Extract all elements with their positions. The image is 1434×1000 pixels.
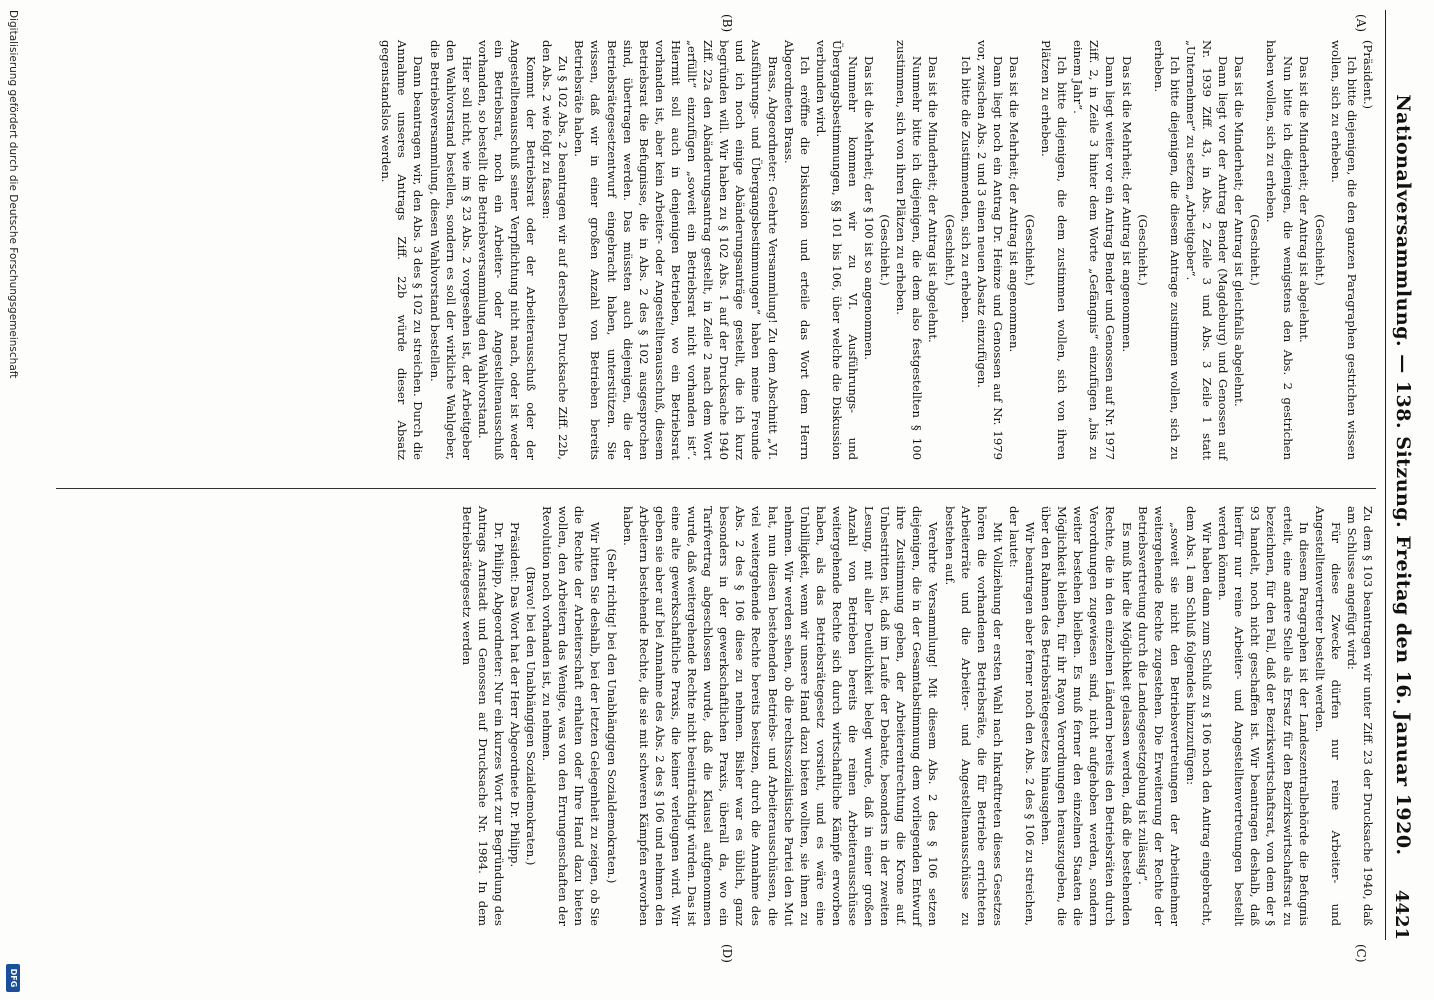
paragraph: (Geschieht.) <box>1135 214 1150 286</box>
paragraph: Es muß hier die Möglichkeit gelassen werden, daß die bestehenden Rechte, die in den einzelnen Ländern bereits den Betriebsräten durch Verordnungen zugewiesen sind, nicht aufgehoben werden, sondern weiter bestehen bleiben. Es muß ferner den einzelnen Staaten die Möglichkeit bleiben, für ihr Rayon Verordnungen herauszugeben, die über den Rahmen des Betriebsrätegesetzes hinausgehen. <box>1039 506 1134 926</box>
right-column <box>459 506 1376 926</box>
paragraph: Verehrte Versammlung! Mit diesem Abs. 2 des § 106 setzen diejenigen, die in der Gesamtabstimmung dem vorliegenden Entwurf ihre Zustimmung geben, der Arbeiterentrechtung die Krone auf. Unbestritten ist, daß im Laufe der Debatte, besonders in der zweiten Lesung, mit aller Deutlichkeit belegt wurde, daß in einer großen Anzahl von Betrieben bereits die reinen Arbeiterausschüsse weitergehende Rechte sich durch wirtschaftliche Kämpfe erworben haben, als das Betriebsrätegesetz vorsieht, und es wäre eine Unbilligkeit, wenn wir unsere Hand dazu bieten wollten, sie ihnen zu nehmen. Wir werden sehen, ob die rechtssozialistische Partei den Mut hat, nun diesen bestehenden Betriebs- und Arbeiterausschüssen, die viel weitergehende Rechte bereits besitzen, durch die Annahme des Abs. 2 des § 106 diese zu nehmen. Bisher war es üblich, ganz besonders in der gewerkschaftlichen Praxis, überall da, wo ein Tarifvertrag abgeschlossen wurde, daß die Klausel aufgenommen wurde, daß weitergehende Rechte nicht beeinträchtigt würden. Das ist eine alte gewerkschaftliche Praxis, die keiner verleugnen wird. Wir geben sie aber auf bei Annahme des Abs. 2 des § 106 und nehmen den Arbeitern bestehende Rechte, die sie mit schweren Kämpfen erworben haben. <box>620 506 941 926</box>
paragraph: Mit Vollziehung der ersten Wahl nach Inkrafttreten dieses Gesetzes hören die vorhandenen Betriebsräte, die für Betriebe errichteten Arbeiterräte und die Arbeiter- und Angestelltenausschüsse zu bestehen auf. <box>942 506 1005 926</box>
paragraph: Nunmehr kommen wir zu VI. Ausführungs- und Übergangsbestimmungen, §§ 101 bis 106, über welche die Diskussion verbunden wird. <box>813 40 860 460</box>
paragraph: Dr. Philipp, Abgeordneter: Nur ein kurzes Wort zur Begründung des Antrags Arnstadt und Genossen auf Drucksache Nr. 1984. In dem Betriebsrätegesetz werden <box>459 506 506 926</box>
paragraph: Ich bitte diejenigen, die diesem Antrage zustimmen wollen, sich zu erheben. <box>1151 40 1182 460</box>
paragraph: Ich bitte die Zustimmenden, sich zu erheben. <box>958 56 973 323</box>
paragraph: (Geschieht.) <box>1312 214 1327 286</box>
paragraph: Wir bitten Sie deshalb, bei der letzten Gelegenheit zu zeigen, ob Sie die Rechte der Arbeiterschaft erhalten oder Ihre Hand dazu bieten wollen, den Arbeitern das Wenige, was von den Errungenschaften der Revolution noch vorhanden ist, zu nehmen. <box>540 506 603 926</box>
left-column <box>378 40 1376 460</box>
footer-text: Digitalisierung gefördert durch die Deutsche Forschungsgemeinschaft <box>7 10 19 379</box>
paragraph: Dann liegt weiter vor ein Antrag Bender und Genossen auf Nr. 1977 Ziff. 2, in Zeile 3 hinter dem Worte „Gefängnis“ einzufügen „bis zu einem Jahr“. <box>1071 40 1118 460</box>
margin-letter-a: (A) <box>1354 14 1368 33</box>
paragraph: Für diese Zwecke dürfen nur reine Arbeiter- und Angestelltenvertreter bestellt werden. <box>1312 506 1343 926</box>
paragraph: Das ist die Mehrheit; der Antrag ist angenommen. <box>1006 56 1021 353</box>
paragraph: Präsident: Das Wort hat der Herr Abgeordnete Dr. Philipp. <box>508 522 523 868</box>
paragraph: (Sehr richtig! bei den Unabhängigen Sozialdemokraten.) <box>604 548 619 884</box>
paragraph: (Geschieht.) <box>878 214 893 286</box>
paragraph: Nunmehr bitte ich diejenigen, die dem also festgestellten § 100 zustimmen, sich von ihren Plätzen zu erheben. <box>894 40 925 460</box>
paragraph: (Bravo! bei den Unabhängigen Sozialdemokraten.) <box>524 566 539 866</box>
paragraph: (Präsident.) <box>1361 40 1375 110</box>
paragraph: Das ist die Minderheit; der Antrag ist abgelehnt. <box>1296 56 1311 343</box>
paragraph: „soweit sie nicht den Betriebsvertretungen der Arbeitnehmer weitergehende Rechte zugestehen. Die Erweiterung der Rechte der Betriebsvertretung durch die Landesgesetzgebung ist zulässig“. <box>1135 506 1182 926</box>
margin-letter-d: (D) <box>720 944 734 963</box>
footer <box>0 0 22 1000</box>
paragraph: Das ist die Mehrheit; der § 100 ist so angenommen. <box>862 56 877 361</box>
dfg-logo: DFG <box>6 964 20 992</box>
paragraph: Wir haben dann zum Schluß zu § 106 noch den Antrag eingebracht, dem Abs. 1 am Schluß folgendes hinzuzufügen: <box>1183 506 1215 926</box>
paragraph: Brass, Abgeordneter: Geehrte Versammlung! Zu dem Abschnitt „VI. Ausführungs- und Übergangsbestimmungen“ haben meine Freunde und ich noch einige Abänderungsanträge gestellt, die ich kurz begründen will. Wir haben zu § 102 Abs. 1 auf der Drucksache 1940 Ziff. 22a den Abänderungsantrag gestellt, in Zeile 2 nach dem Wort „erfüllt“ einzufügen „soweit ein Betriebsrat nicht vorhanden ist“. Hiermit soll auch in denjenigen Betrieben, wo ein Betriebsrat vorhanden ist, aber kein Arbeiter- oder Angestelltenausschuß, diesem Betriebsrat die Befugnisse, die in Abs. 2 des § 102 ausgesprochen sind, übertragen werden. Das müssten auch diejenigen, die der Betriebsrätegesetzentwurf eingebracht haben, unterstützen. Sie wissen, daß wir in einer großen Anzahl von Betrieben bereits Betriebsräte haben. <box>572 40 780 460</box>
paragraph: Das ist die Mehrheit; der Antrag ist angenommen. <box>1119 56 1134 353</box>
paragraph: Wir beantragen aber ferner noch den Abs. 2 des § 106 zu streichen, der lautet: <box>1006 506 1038 926</box>
paragraph: Das ist die Minderheit; der Antrag ist gleichfalls abgelehnt. <box>1232 56 1247 407</box>
margin-letter-b: (B) <box>720 14 734 33</box>
margin-letter-c: (C) <box>1354 944 1368 963</box>
paragraph: Ich bitte diejenigen, die dem zustimmen wollen, sich von ihren Plätzen zu erheben. <box>1039 40 1070 460</box>
paragraph: Dann beantragen wir, den Abs. 3 des § 102 zu streichen. Durch die Annahme unseres Antrags Ziff. 22b würde dieser Absatz gegenstandslos werden. <box>379 40 426 460</box>
paragraph: Zu § 102 Abs. 2 beantragen wir auf derselben Drucksache Ziff. 22b, den Abs. 2 wie folgt zu fassen: <box>540 40 571 460</box>
paragraph: (Geschieht.) <box>1248 214 1263 286</box>
paragraph: Dann liegt vor der Antrag Bender (Magdeburg) und Genossen auf Nr. 1939 Ziff. 43, in Abs. 2 Zeile 3 und Abs. 3 Zeile 1 statt „Unternehmer“ zu setzen „Arbeitgeber“. <box>1183 40 1231 460</box>
paragraph: Das ist die Minderheit; der Antrag ist abgelehnt. <box>926 56 941 343</box>
paragraph: Kommt der Betriebsrat oder der Arbeiterausschuß oder der Angestelltenausschuß seiner Verpflichtung nicht nach, oder ist weder ein Betriebsrat, noch ein Arbeiter- oder Angestelltenausschuß vorhanden, so bestellt die Betriebsversammlung den Wahlvorstand. <box>475 40 539 460</box>
paragraph: Dann liegt noch ein Antrag Dr. Heinze und Genossen auf Nr. 1979 vor, zwischen Abs. 2 und 3 einen neuen Absatz einzufügen. <box>974 40 1005 460</box>
paragraph: (Geschieht.) <box>1023 214 1038 286</box>
paragraph: Nun bitte ich diejenigen, die wenigstens den Abs. 2 gestrichen haben wollen, sich zu erheben. <box>1264 40 1295 460</box>
paragraph: Zu dem § 103 beantragen wir unter Ziff. 23 der Drucksache 1940, daß am Schlusse angefügt wird: <box>1344 506 1375 926</box>
page-header <box>1385 10 1422 940</box>
paragraph: Hier soll nicht, wie im § 23 Abs. 2 vorgesehen ist, der Arbeitgeber den Wahlvorstand bestellen, sondern es soll der wirkliche Wahlgeber, die Betriebsversammlung, diesen Wahlvorstand bestellen. <box>427 40 474 460</box>
paragraph: Ich bitte diejenigen, die den ganzen Paragraphen gestrichen wissen wollen, sich zu erheben. <box>1328 40 1359 460</box>
page-number: 4421 <box>1391 889 1412 940</box>
column-divider <box>56 488 1376 489</box>
paragraph: In diesem Paragraphen ist der Landeszentralbehörde die Befugnis erteilt, eine andere Stelle als Ersatz für den Bezirkswirtschaftsrat zu bezeichnen, für den Fall, daß der Bezirkswirtschaftsrat, von dem der § 93 handelt, noch nicht geschaffen ist. Wir beantragen deshalb, daß hierfür nur reine Arbeiter- und Angestelltenvertretungen bestellt werden können. <box>1216 506 1311 926</box>
header-title: Nationalversammlung. — 138. Sitzung. Freitag den 16. Januar 1920. <box>1392 94 1414 856</box>
paragraph: Ich eröffne die Diskussion und erteile das Wort dem Herrn Abgeordneten Brass. <box>781 40 812 460</box>
paragraph: (Geschieht.) <box>942 214 957 286</box>
